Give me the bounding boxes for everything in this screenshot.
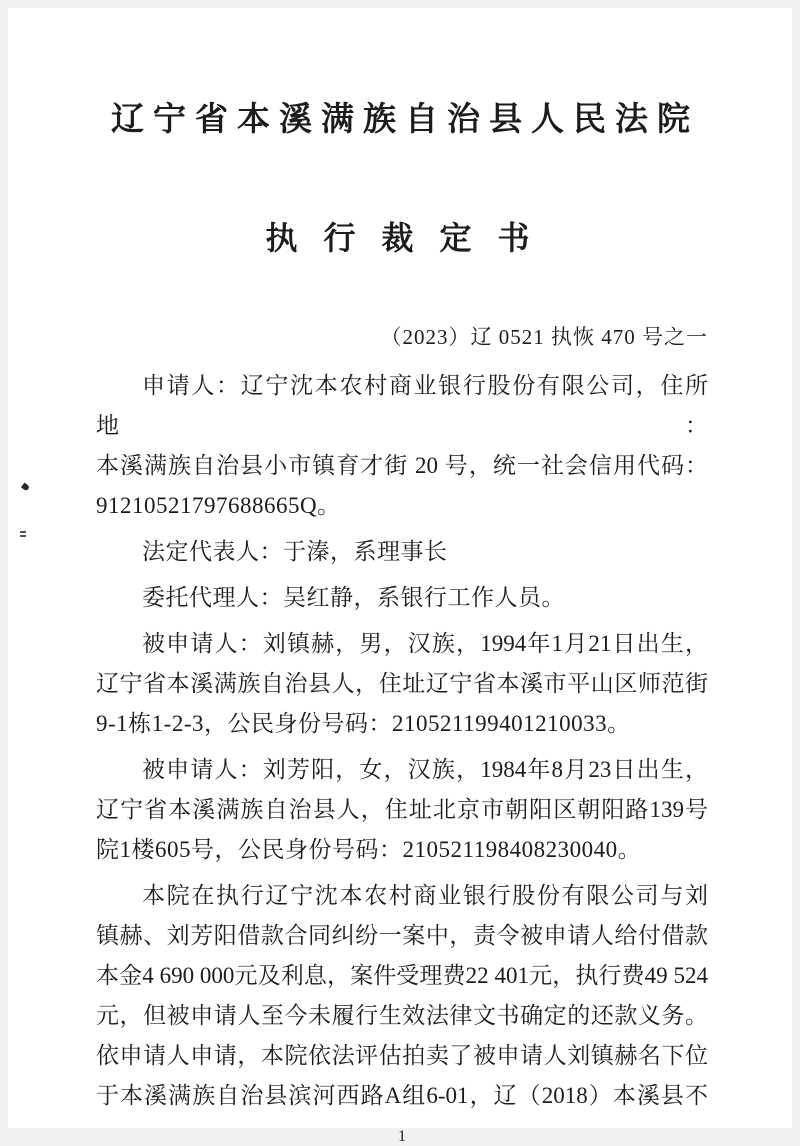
body-line: 镇赫、刘芳阳借款合同纠纷一案中，责令被申请人给付借款: [96, 923, 708, 948]
body-line: 于本溪满族自治县滨河西路A组6-01，辽（2018）本溪县不: [96, 1083, 708, 1108]
body-line: 被申请人：刘镇赫，男，汉族，1994年1月21日出生，: [142, 631, 708, 656]
body-line: 法定代表人：于溱，系理事长: [142, 539, 448, 564]
page-content: [8, 8, 792, 1146]
scan-artifact-mark: [20, 531, 26, 533]
body-line: 依申请人申请，本院依法评估拍卖了被申请人刘镇赫名下位: [96, 1043, 708, 1068]
document-page: [8, 8, 792, 1145]
document-title: 执 行 裁 定 书: [265, 220, 539, 256]
body-line: 9-1栋1-2-3，公民身份号码：210521199401210033。: [96, 711, 631, 736]
body-line: 元，但被申请人至今未履行生效法律文书确定的还款义务。: [96, 1003, 708, 1028]
body-line: 院1楼605号，公民身份号码：210521198408230040。: [96, 837, 642, 862]
body-line: 91210521797688665Q。: [96, 493, 341, 518]
body-line: 申请人：辽宁沈本农村商业银行股份有限公司，住所地：: [96, 373, 708, 438]
court-name-heading: 辽宁省本溪满族自治县人民法院: [111, 102, 699, 138]
case-number: （2023）辽 0521 执恢 470 号之一: [380, 325, 708, 349]
body-line: 辽宁省本溪满族自治县人，住址辽宁省本溪市平山区师范街: [96, 671, 708, 696]
page-number: 1: [398, 1128, 406, 1145]
body-line: 委托代理人：吴红静，系银行工作人员。: [142, 585, 565, 610]
body-line: 本金4 690 000元及利息，案件受理费22 401元，执行费49 524: [96, 963, 708, 988]
document-body: [96, 366, 708, 1116]
body-line: 辽宁省本溪满族自治县人，住址北京市朝阳区朝阳路139号: [96, 797, 708, 822]
body-line: 被申请人：刘芳阳，女，汉族，1984年8月23日出生，: [142, 757, 708, 782]
body-line: 本院在执行辽宁沈本农村商业银行股份有限公司与刘: [142, 883, 708, 908]
body-line: 本溪满族自治县小市镇育才街 20 号，统一社会信用代码：: [96, 453, 708, 478]
